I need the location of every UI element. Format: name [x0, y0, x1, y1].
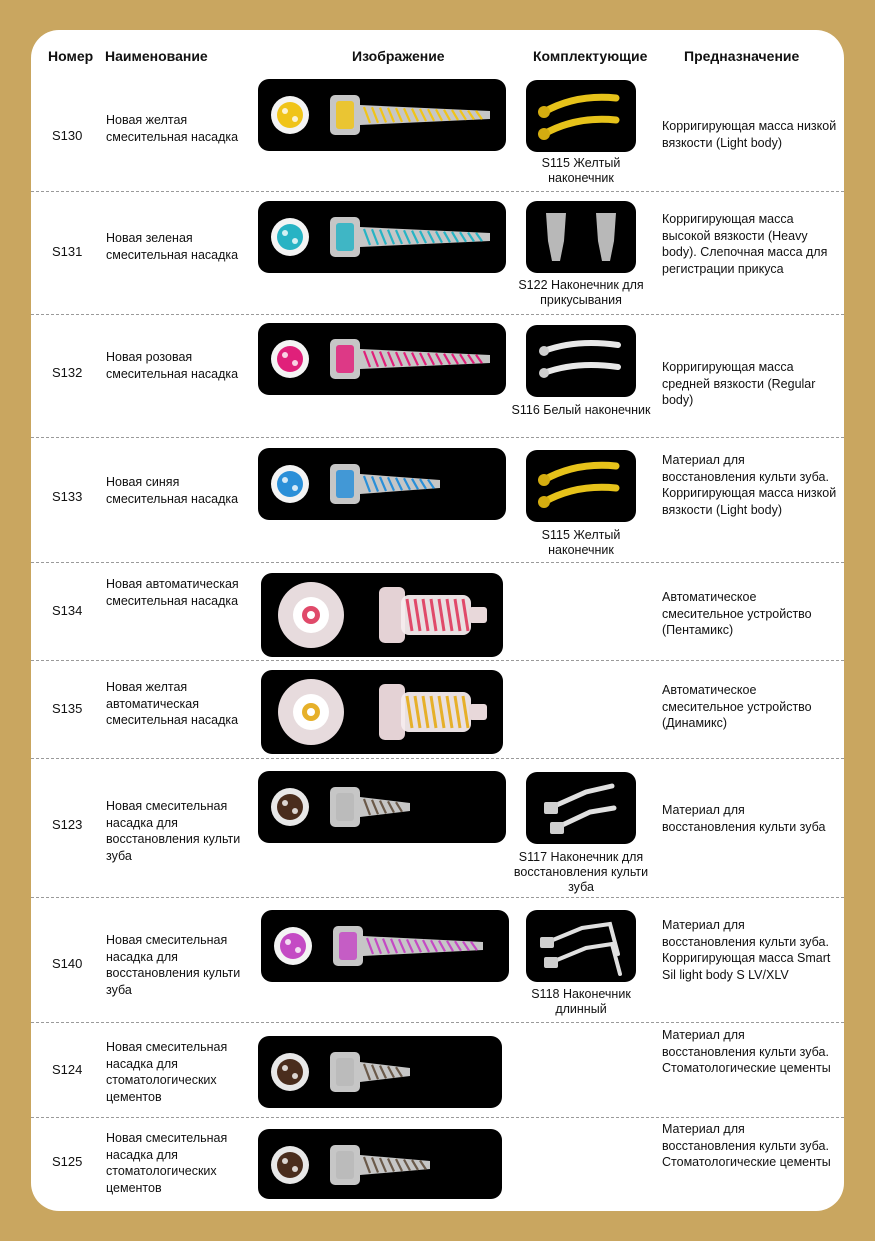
yellow-mixing-tip-icon: [258, 79, 506, 151]
row-name: Новая зеленая смесительная насадка: [106, 231, 239, 262]
row-number: S134: [52, 603, 83, 618]
accessory-image: [526, 450, 636, 522]
blue-mixing-tip-icon: [258, 448, 506, 520]
mixing-tip-image: [258, 323, 506, 395]
pentamix-mixer-icon: [261, 573, 503, 657]
header-number: Номер: [48, 48, 94, 64]
row-name: Новая смесительная насадка для стоматологических цементов: [106, 1131, 228, 1195]
row-name: Новая смесительная насадка для стоматологических цементов: [106, 1040, 228, 1104]
row-purpose: Автоматическое смесительное устройство (Динамикс): [662, 683, 812, 730]
accessory-caption: S116 Белый наконечник: [511, 403, 651, 417]
table-row: [31, 315, 844, 438]
row-purpose: Материал для восстановления культи зуба. Корригирующая масса низкой вязкости (Light body): [662, 453, 837, 517]
cement-mixing-tip-icon: [258, 1129, 502, 1199]
long-tip-icon: [526, 910, 636, 982]
row-number: S140: [52, 956, 83, 971]
table-row: [31, 759, 844, 898]
row-name: Новая синяя смесительная насадка: [106, 475, 239, 506]
row-purpose: Материал для восстановления культи зуба. Корригирующая масса Smart Sil light body S LV/XLV: [662, 918, 831, 982]
row-name: Новая желтая автоматическая смесительная насадка: [106, 680, 239, 727]
row-number: S132: [52, 365, 83, 380]
row-number: S133: [52, 489, 83, 504]
row-name: Новая смесительная насадка для восстановления культи зуба: [106, 799, 241, 863]
row-purpose: Материал для восстановления культи зуба: [662, 803, 826, 834]
accessory-caption: S117 Наконечник для восстановления культи зуба: [513, 850, 649, 894]
row-number: S123: [52, 817, 83, 832]
accessory-caption: S115 Желтый наконечник: [541, 156, 621, 185]
mixing-tip-image: [258, 1036, 502, 1108]
row-number: S124: [52, 1062, 83, 1077]
dynamix-mixer-icon: [261, 670, 503, 754]
mixing-tip-image: [258, 448, 506, 520]
catalog-sheet: [31, 30, 844, 1211]
dynamic-mixer-image: [261, 573, 503, 657]
row-purpose: Автоматическое смесительное устройство (Пентамикс): [662, 590, 812, 637]
mixing-tip-image: [258, 79, 506, 151]
table-row: [31, 438, 844, 563]
table-row: [31, 563, 844, 661]
row-name: Новая смесительная насадка для восстановления культи зуба: [106, 933, 241, 997]
purple-mixing-tip-icon: [261, 910, 509, 982]
yellow-curved-tip-icon: [526, 80, 636, 152]
row-number: S130: [52, 128, 83, 143]
table-row: [31, 661, 844, 759]
accessory-caption: S118 Наконечник длинный: [531, 987, 631, 1016]
row-number: S135: [52, 701, 83, 716]
table-row: [31, 898, 844, 1023]
bite-tip-icon: [526, 201, 636, 273]
header-purpose: Предназначение: [684, 48, 800, 64]
cement-mixing-tip-icon: [258, 1036, 502, 1108]
mixing-tip-image: [258, 201, 506, 273]
pink-mixing-tip-icon: [258, 323, 506, 395]
row-purpose: Материал для восстановления культи зуба. Стоматологические цементы: [662, 1122, 831, 1169]
core-buildup-tip-icon: [526, 772, 636, 844]
accessory-image: [526, 201, 636, 273]
row-name: Новая желтая смесительная насадка: [106, 113, 239, 144]
accessory-image: [526, 325, 636, 397]
row-purpose: Корригирующая масса низкой вязкости (Light body): [662, 119, 837, 150]
accessory-caption: S122 Наконечник для прикусывания: [518, 278, 644, 307]
table-row: [31, 1023, 844, 1118]
core-buildup-mixing-tip-icon: [258, 771, 506, 843]
yellow-curved-tip-icon: [526, 450, 636, 522]
table-row: [31, 192, 844, 315]
accessory-caption: S115 Желтый наконечник: [541, 528, 621, 557]
accessory-image: [526, 80, 636, 152]
row-purpose: Материал для восстановления культи зуба. Стоматологические цементы: [662, 1028, 831, 1075]
mixing-tip-image: [261, 910, 509, 982]
dynamic-mixer-image: [261, 670, 503, 754]
table-row: [31, 75, 844, 192]
row-number: S131: [52, 244, 83, 259]
table-row: [31, 1118, 844, 1211]
header-image: Изображение: [352, 48, 445, 64]
row-purpose: Корригирующая масса средней вязкости (Regular body): [662, 360, 816, 407]
mixing-tip-image: [258, 771, 506, 843]
row-purpose: Корригирующая масса высокой вязкости (Heavy body). Слепочная масса для регистрации прикуса: [662, 212, 828, 276]
header-name: Наименование: [105, 48, 208, 64]
accessory-image: [526, 910, 636, 982]
white-curved-tip-icon: [526, 325, 636, 397]
header-accessories: Комплектующие: [533, 48, 648, 64]
row-name: Новая розовая смесительная насадка: [106, 350, 239, 381]
row-name: Новая автоматическая смесительная насадка: [106, 577, 239, 608]
mixing-tip-image: [258, 1129, 502, 1199]
row-number: S125: [52, 1154, 83, 1169]
green-mixing-tip-icon: [258, 201, 506, 273]
accessory-image: [526, 772, 636, 844]
